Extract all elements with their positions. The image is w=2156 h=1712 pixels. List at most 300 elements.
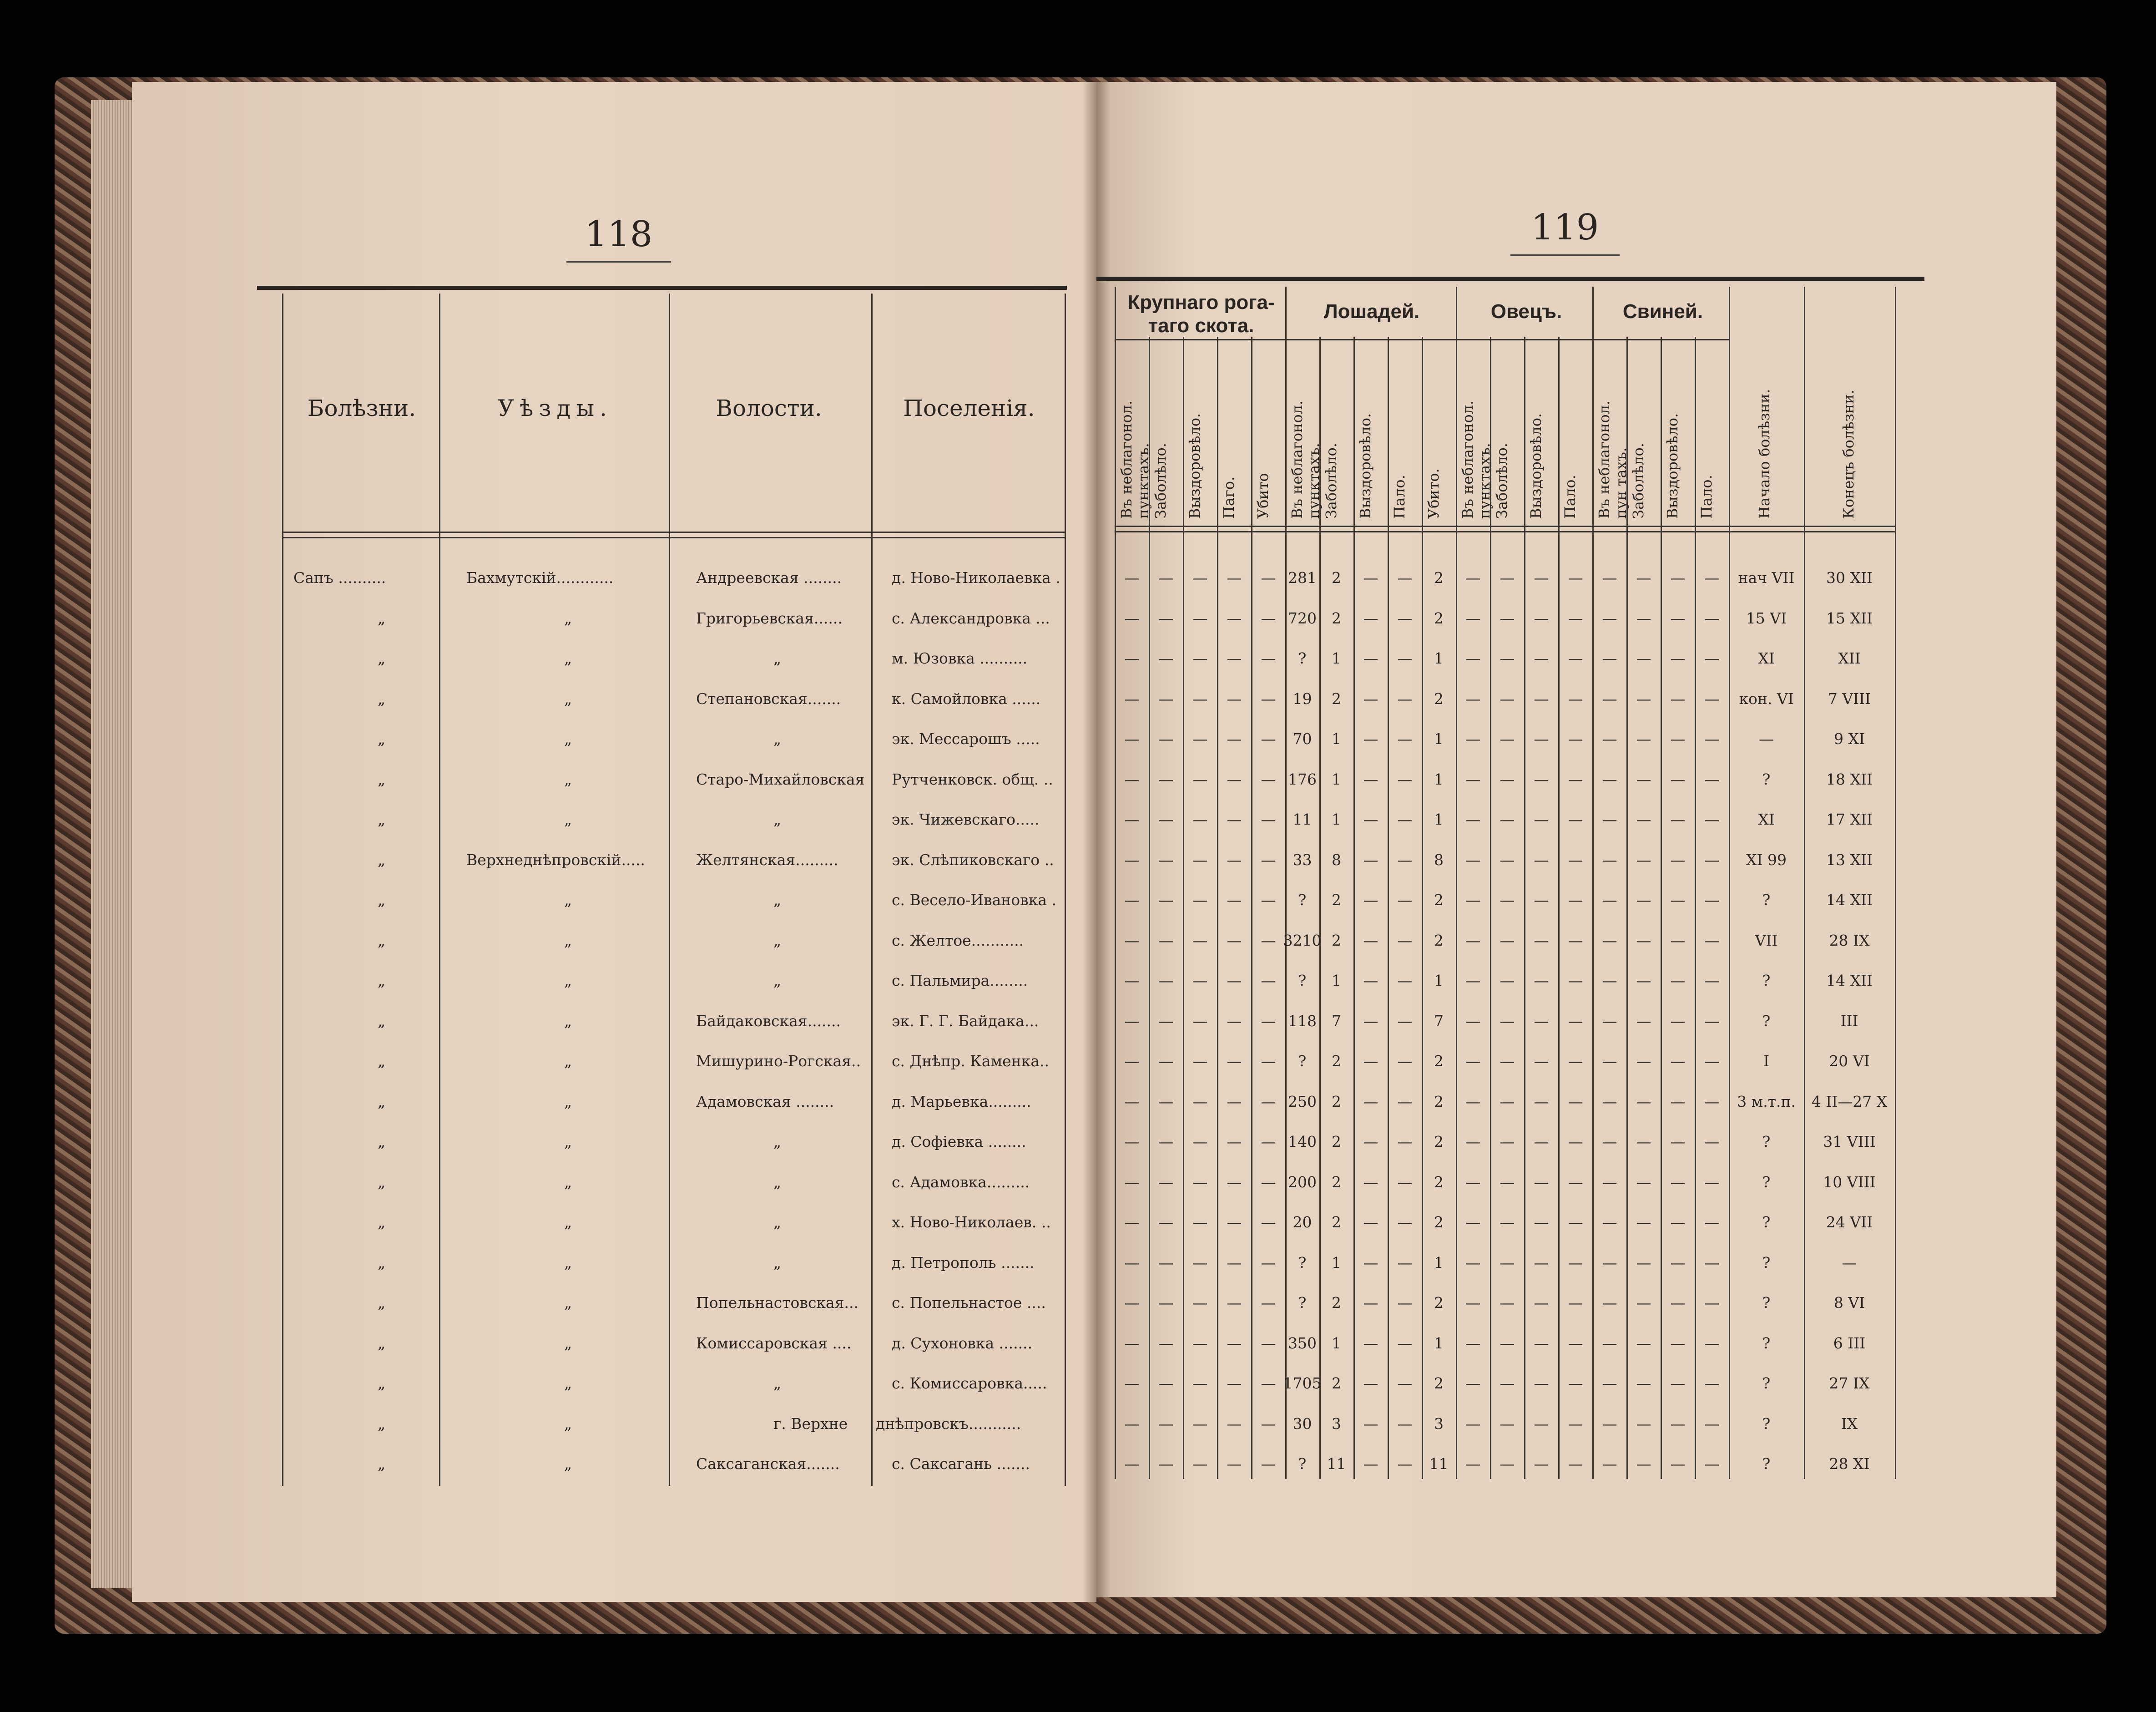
cell-end: — xyxy=(1842,1253,1857,1271)
cell-empty: — xyxy=(1568,1374,1583,1392)
cell-empty: — xyxy=(1534,1374,1549,1392)
cell-volost: „ xyxy=(773,1133,782,1150)
rotated-column-header: Выздоровѣло. xyxy=(1664,413,1681,519)
cell-empty: — xyxy=(1704,1253,1720,1271)
cell-empty: — xyxy=(1602,1213,1617,1231)
cell-district: „ xyxy=(564,931,572,949)
cell-empty: — xyxy=(1534,1294,1549,1312)
rotated-column-header: Пало. xyxy=(1391,475,1408,519)
header-district: Уѣзды. xyxy=(497,395,613,421)
cell-start: ? xyxy=(1762,891,1771,909)
cell-empty: — xyxy=(1261,1213,1276,1231)
cell-empty: — xyxy=(1124,1455,1140,1473)
cell-empty: — xyxy=(1124,770,1140,788)
cell-empty: — xyxy=(1227,1253,1242,1271)
rotated-column-header: Въ неблагонол. пунктахъ. xyxy=(1459,400,1493,519)
cell-empty: — xyxy=(1227,972,1242,989)
rotated-column-header: Выздоровѣло. xyxy=(1527,413,1545,519)
cell-empty: — xyxy=(1670,1092,1686,1110)
cell-horse-points: 30 xyxy=(1293,1414,1312,1433)
cell-empty: — xyxy=(1500,1173,1515,1191)
cell-settlement: с. Александровка ... xyxy=(892,609,1050,627)
cell-empty: — xyxy=(1670,810,1686,828)
cell-empty: — xyxy=(1261,891,1276,909)
cell-empty: — xyxy=(1397,851,1413,869)
cell-empty: — xyxy=(1363,609,1378,627)
cell-horse-sick: 2 xyxy=(1332,1213,1341,1231)
left-col-line xyxy=(871,294,873,1486)
cell-settlement: д. Ново-Николаевка . xyxy=(892,569,1060,587)
cell-district: „ xyxy=(564,1374,572,1392)
cell-empty: — xyxy=(1397,609,1413,627)
cell-empty: — xyxy=(1568,770,1583,788)
cell-empty: — xyxy=(1261,1173,1276,1191)
cell-empty: — xyxy=(1192,770,1208,788)
cell-settlement: м. Юзовка .......... xyxy=(892,649,1028,667)
cell-horse-sick: 2 xyxy=(1332,1374,1341,1392)
cell-empty: — xyxy=(1397,730,1413,748)
cell-district: „ xyxy=(564,1253,572,1271)
cell-horse-points: 350 xyxy=(1288,1334,1317,1352)
cell-settlement: к. Самойловка ...... xyxy=(892,689,1041,708)
cell-settlement: с. Саксагань ....... xyxy=(892,1455,1030,1473)
cell-start: ? xyxy=(1762,770,1771,788)
cell-empty: — xyxy=(1192,1092,1208,1110)
cell-empty: — xyxy=(1704,972,1720,989)
page-edges xyxy=(91,100,136,1588)
cell-empty: — xyxy=(1670,972,1686,989)
cell-empty: — xyxy=(1397,810,1413,828)
cell-empty: — xyxy=(1534,1334,1549,1352)
cell-empty: — xyxy=(1602,1455,1617,1473)
cell-empty: — xyxy=(1158,1334,1174,1352)
cell-empty: — xyxy=(1192,1374,1208,1392)
cell-horse-points: 720 xyxy=(1288,609,1317,627)
cell-empty: — xyxy=(1500,931,1515,949)
cell-disease: „ xyxy=(378,810,386,828)
cell-horse-sick: 2 xyxy=(1332,1133,1341,1150)
cell-empty: — xyxy=(1670,1052,1686,1070)
cell-empty: — xyxy=(1704,891,1720,909)
cell-empty: — xyxy=(1124,1294,1140,1312)
cell-disease: „ xyxy=(378,1253,386,1271)
cell-district: „ xyxy=(564,1092,572,1110)
cell-horse-killed: 1 xyxy=(1434,810,1444,828)
cell-empty: — xyxy=(1534,649,1549,667)
cell-empty: — xyxy=(1670,1012,1686,1030)
cell-empty: — xyxy=(1602,689,1617,708)
cell-empty: — xyxy=(1261,609,1276,627)
cell-empty: — xyxy=(1602,649,1617,667)
cell-empty: — xyxy=(1704,1092,1720,1110)
cell-empty: — xyxy=(1158,649,1174,667)
cell-end: 17 XII xyxy=(1826,810,1873,828)
cell-horse-killed: 11 xyxy=(1429,1455,1449,1473)
cell-empty: — xyxy=(1465,649,1481,667)
cell-empty: — xyxy=(1227,1213,1242,1231)
cell-empty: — xyxy=(1636,810,1651,828)
cell-empty: — xyxy=(1397,972,1413,989)
cell-empty: — xyxy=(1704,730,1720,748)
cell-end: 31 VIII xyxy=(1823,1133,1876,1150)
cell-empty: — xyxy=(1500,1294,1515,1312)
cell-horse-killed: 2 xyxy=(1434,1173,1444,1191)
right-top-rule xyxy=(1096,277,1924,281)
cell-horse-killed: 1 xyxy=(1434,730,1444,748)
cell-empty: — xyxy=(1124,1012,1140,1030)
cell-horse-sick: 1 xyxy=(1332,770,1341,788)
cell-empty: — xyxy=(1465,1294,1481,1312)
cell-empty: — xyxy=(1636,730,1651,748)
cell-disease: „ xyxy=(378,1294,386,1312)
cell-start: ? xyxy=(1762,1213,1771,1231)
cell-horse-points: ? xyxy=(1298,649,1307,667)
cell-empty: — xyxy=(1602,931,1617,949)
cell-horse-sick: 1 xyxy=(1332,649,1341,667)
cell-empty: — xyxy=(1534,1173,1549,1191)
cell-empty: — xyxy=(1465,1012,1481,1030)
cell-volost: „ xyxy=(773,1213,782,1231)
cell-empty: — xyxy=(1534,972,1549,989)
cell-empty: — xyxy=(1158,1374,1174,1392)
cell-settlement: д. Петрополь ....... xyxy=(892,1253,1035,1271)
cell-end: XII xyxy=(1838,649,1861,667)
cell-empty: — xyxy=(1227,891,1242,909)
cell-horse-sick: 2 xyxy=(1332,689,1341,708)
left-col-line xyxy=(282,294,283,1486)
cell-empty: — xyxy=(1465,851,1481,869)
cell-empty: — xyxy=(1192,1133,1208,1150)
header-sheep-group: Овецъ. xyxy=(1490,300,1562,323)
cell-disease: „ xyxy=(378,1012,386,1030)
cell-empty: — xyxy=(1670,931,1686,949)
cell-empty: — xyxy=(1397,1334,1413,1352)
cell-start: 15 VI xyxy=(1746,609,1787,627)
cell-horse-killed: 2 xyxy=(1434,891,1444,909)
cell-empty: — xyxy=(1636,1133,1651,1150)
cell-empty: — xyxy=(1704,649,1720,667)
cell-horse-sick: 2 xyxy=(1332,1092,1341,1110)
cell-empty: — xyxy=(1227,649,1242,667)
cell-settlement: д. Софіевка ........ xyxy=(892,1133,1026,1150)
cell-end: 4 II—27 X xyxy=(1811,1092,1888,1110)
cell-empty: — xyxy=(1636,770,1651,788)
cell-empty: — xyxy=(1534,1133,1549,1150)
cell-horse-points: ? xyxy=(1298,972,1307,989)
cell-empty: — xyxy=(1192,972,1208,989)
cell-empty: — xyxy=(1670,730,1686,748)
cell-empty: — xyxy=(1534,1012,1549,1030)
cell-district: „ xyxy=(564,1173,572,1191)
cell-empty: — xyxy=(1602,891,1617,909)
cell-end: 14 XII xyxy=(1826,972,1873,989)
cell-horse-points: ? xyxy=(1298,1253,1307,1271)
cell-empty: — xyxy=(1363,770,1378,788)
cell-empty: — xyxy=(1227,689,1242,708)
cell-horse-points: 1705 xyxy=(1283,1374,1322,1392)
cell-empty: — xyxy=(1636,1253,1651,1271)
cell-empty: — xyxy=(1602,851,1617,869)
cell-volost: Григорьевская...... xyxy=(696,609,843,627)
book-gutter xyxy=(1083,82,1110,1602)
cell-empty: — xyxy=(1158,1455,1174,1473)
cell-empty: — xyxy=(1704,1414,1720,1433)
rotated-column-header: Въ неблагонол. пун тахъ. xyxy=(1596,400,1630,519)
cell-empty: — xyxy=(1636,689,1651,708)
cell-start: ? xyxy=(1762,1253,1771,1271)
cell-horse-points: 11 xyxy=(1293,810,1312,828)
cell-start: ? xyxy=(1762,1334,1771,1352)
cell-empty: — xyxy=(1397,1253,1413,1271)
cell-empty: — xyxy=(1568,1294,1583,1312)
cell-empty: — xyxy=(1158,931,1174,949)
cell-end: 28 IX xyxy=(1829,931,1870,949)
cell-empty: — xyxy=(1363,569,1378,587)
cell-empty: — xyxy=(1192,1455,1208,1473)
cell-end: III xyxy=(1840,1012,1858,1030)
cell-empty: — xyxy=(1465,689,1481,708)
cell-volost: „ xyxy=(773,972,782,989)
cell-empty: — xyxy=(1465,1455,1481,1473)
cell-empty: — xyxy=(1704,810,1720,828)
cell-empty: — xyxy=(1363,1414,1378,1433)
cell-end: 7 VIII xyxy=(1828,689,1871,708)
rotated-column-header: Пало. xyxy=(1561,475,1579,519)
cell-empty: — xyxy=(1397,1455,1413,1473)
cell-disease: „ xyxy=(378,1455,386,1473)
cell-settlement: с. Днѣпр. Каменка.. xyxy=(892,1052,1049,1070)
cell-start: I xyxy=(1763,1052,1770,1070)
rotated-column-header: Въ неблагонол. пунктахъ. xyxy=(1288,400,1323,519)
rotated-column-header: Въ неблагонол. пунктахъ. xyxy=(1118,400,1152,519)
cell-horse-points: 33 xyxy=(1293,851,1312,869)
cell-empty: — xyxy=(1670,689,1686,708)
cell-district: „ xyxy=(564,689,572,708)
cell-empty: — xyxy=(1192,1414,1208,1433)
cell-empty: — xyxy=(1397,649,1413,667)
cell-horse-killed: 2 xyxy=(1434,931,1444,949)
cell-empty: — xyxy=(1397,931,1413,949)
header-horses-group: Лошадей. xyxy=(1323,300,1420,323)
cell-empty: — xyxy=(1500,810,1515,828)
cell-empty: — xyxy=(1500,851,1515,869)
cell-empty: — xyxy=(1500,891,1515,909)
cell-empty: — xyxy=(1227,609,1242,627)
cell-empty: — xyxy=(1124,1253,1140,1271)
cell-end: 13 XII xyxy=(1826,851,1873,869)
cell-horse-sick: 1 xyxy=(1332,972,1341,989)
cell-disease: „ xyxy=(378,1374,386,1392)
cell-empty: — xyxy=(1363,1133,1378,1150)
cell-horse-sick: 7 xyxy=(1332,1012,1341,1030)
cell-disease: „ xyxy=(378,851,386,869)
cell-empty: — xyxy=(1568,649,1583,667)
cell-empty: — xyxy=(1158,1092,1174,1110)
cell-empty: — xyxy=(1465,891,1481,909)
cell-empty: — xyxy=(1602,1253,1617,1271)
cell-empty: — xyxy=(1636,851,1651,869)
cell-empty: — xyxy=(1670,649,1686,667)
cell-horse-sick: 1 xyxy=(1332,1334,1341,1352)
cell-empty: — xyxy=(1192,649,1208,667)
cell-empty: — xyxy=(1363,851,1378,869)
cell-empty: — xyxy=(1534,931,1549,949)
cell-end: 24 VII xyxy=(1826,1213,1873,1231)
cell-empty: — xyxy=(1192,569,1208,587)
cell-disease: „ xyxy=(378,649,386,667)
cell-empty: — xyxy=(1500,1213,1515,1231)
cell-empty: — xyxy=(1363,1455,1378,1473)
cell-horse-killed: 2 xyxy=(1434,1213,1444,1231)
cell-empty: — xyxy=(1397,1092,1413,1110)
cell-empty: — xyxy=(1636,609,1651,627)
cell-horse-points: 70 xyxy=(1293,730,1312,748)
cell-disease: „ xyxy=(378,770,386,788)
cell-empty: — xyxy=(1465,1213,1481,1231)
cell-empty: — xyxy=(1602,810,1617,828)
cell-horse-sick: 11 xyxy=(1327,1455,1346,1473)
cell-district: Бахмутскій............ xyxy=(466,569,614,587)
cell-disease: „ xyxy=(378,1334,386,1352)
cell-horse-sick: 1 xyxy=(1332,1253,1341,1271)
cell-start: ? xyxy=(1762,1012,1771,1030)
left-col-line xyxy=(439,294,440,1486)
cell-empty: — xyxy=(1636,569,1651,587)
cell-horse-points: 19 xyxy=(1293,689,1312,708)
cell-empty: — xyxy=(1636,1052,1651,1070)
cell-horse-sick: 1 xyxy=(1332,730,1341,748)
cell-empty: — xyxy=(1500,649,1515,667)
cell-empty: — xyxy=(1397,770,1413,788)
cell-empty: — xyxy=(1568,851,1583,869)
cell-horse-killed: 1 xyxy=(1434,1253,1444,1271)
cell-start: ? xyxy=(1762,972,1771,989)
rotated-column-header: Заболѣло. xyxy=(1323,443,1340,519)
cell-empty: — xyxy=(1636,1213,1651,1231)
cell-empty: — xyxy=(1500,1092,1515,1110)
cell-volost: Старо-Михайловская xyxy=(696,770,865,788)
cell-empty: — xyxy=(1568,1133,1583,1150)
cell-horse-killed: 2 xyxy=(1434,1052,1444,1070)
cell-disease: „ xyxy=(378,1133,386,1150)
cell-district: „ xyxy=(564,1294,572,1312)
cell-disease: „ xyxy=(378,730,386,748)
cell-empty: — xyxy=(1704,1133,1720,1150)
cell-empty: — xyxy=(1568,730,1583,748)
cell-horse-sick: 2 xyxy=(1332,609,1341,627)
cell-settlement: с. Комиссаровка..... xyxy=(892,1374,1047,1392)
cell-horse-points: 250 xyxy=(1288,1092,1317,1110)
cell-empty: — xyxy=(1602,1414,1617,1433)
cell-empty: — xyxy=(1704,1334,1720,1352)
cell-empty: — xyxy=(1602,1374,1617,1392)
cell-empty: — xyxy=(1602,1092,1617,1110)
cell-empty: — xyxy=(1670,1253,1686,1271)
cell-volost: Саксаганская....... xyxy=(696,1455,840,1473)
cell-start: XI 99 xyxy=(1746,851,1787,869)
cell-disease: „ xyxy=(378,689,386,708)
cell-start: XI xyxy=(1758,649,1775,667)
cell-empty: — xyxy=(1397,1173,1413,1191)
cell-empty: — xyxy=(1363,730,1378,748)
cell-disease: „ xyxy=(378,609,386,627)
cell-empty: — xyxy=(1465,609,1481,627)
right-col-line xyxy=(1695,337,1696,1479)
cell-disease: „ xyxy=(378,972,386,989)
cell-district: „ xyxy=(564,770,572,788)
cell-volost: г. Верхне xyxy=(773,1414,848,1433)
cell-district: „ xyxy=(564,1012,572,1030)
cell-start: ? xyxy=(1762,1455,1771,1473)
cell-empty: — xyxy=(1500,972,1515,989)
cell-empty: — xyxy=(1500,569,1515,587)
cell-empty: — xyxy=(1636,1092,1651,1110)
cell-settlement: с. Попельнастое .... xyxy=(892,1294,1046,1312)
cell-empty: — xyxy=(1124,810,1140,828)
cell-empty: — xyxy=(1124,1374,1140,1392)
cell-empty: — xyxy=(1500,1455,1515,1473)
cell-horse-killed: 7 xyxy=(1434,1012,1444,1030)
cell-volost: „ xyxy=(773,649,782,667)
cell-empty: — xyxy=(1465,730,1481,748)
right-col-line xyxy=(1183,337,1184,1479)
cell-empty: — xyxy=(1192,810,1208,828)
cell-empty: — xyxy=(1670,1294,1686,1312)
right-group-header-line xyxy=(1115,339,1729,340)
left-col-line xyxy=(669,294,670,1486)
cell-disease: „ xyxy=(378,891,386,909)
cell-empty: — xyxy=(1124,569,1140,587)
cell-empty: — xyxy=(1227,810,1242,828)
cell-horse-killed: 1 xyxy=(1434,649,1444,667)
cell-empty: — xyxy=(1227,1173,1242,1191)
cell-empty: — xyxy=(1158,1173,1174,1191)
cell-district: „ xyxy=(564,649,572,667)
cell-volost: Попельнастовская... xyxy=(696,1294,859,1312)
rotated-column-header: Убито xyxy=(1254,473,1272,519)
rotated-column-header: Заболѣло. xyxy=(1493,443,1510,519)
cell-empty: — xyxy=(1500,1133,1515,1150)
right-group-line xyxy=(1592,287,1594,1479)
cell-horse-killed: 8 xyxy=(1434,851,1444,869)
cell-empty: — xyxy=(1636,1012,1651,1030)
cell-end: 10 VIII xyxy=(1823,1173,1876,1191)
cell-empty: — xyxy=(1397,1294,1413,1312)
cell-horse-points: 3210 xyxy=(1283,931,1322,949)
cell-empty: — xyxy=(1261,1052,1276,1070)
cell-empty: — xyxy=(1363,810,1378,828)
cell-district: „ xyxy=(564,1414,572,1433)
cell-settlement: д. Марьевка......... xyxy=(892,1092,1031,1110)
cell-start: ? xyxy=(1762,1374,1771,1392)
cell-empty: — xyxy=(1397,1414,1413,1433)
cell-empty: — xyxy=(1500,1253,1515,1271)
cell-settlement: днѣпровскъ........... xyxy=(876,1414,1021,1433)
cell-empty: — xyxy=(1158,1414,1174,1433)
cell-horse-points: 118 xyxy=(1288,1012,1317,1030)
cell-empty: — xyxy=(1636,1455,1651,1473)
header-end-of-disease: Конецъ болѣзни. xyxy=(1840,390,1857,519)
cell-empty: — xyxy=(1465,1133,1481,1150)
cell-end: 18 XII xyxy=(1826,770,1873,788)
cell-horse-sick: 2 xyxy=(1332,891,1341,909)
cell-empty: — xyxy=(1500,770,1515,788)
cell-end: 9 XI xyxy=(1833,730,1865,748)
cell-settlement: с. Желтое........... xyxy=(892,931,1024,949)
cell-empty: — xyxy=(1158,569,1174,587)
cell-start: XI xyxy=(1758,810,1775,828)
cell-settlement: с. Адамовка......... xyxy=(892,1173,1030,1191)
